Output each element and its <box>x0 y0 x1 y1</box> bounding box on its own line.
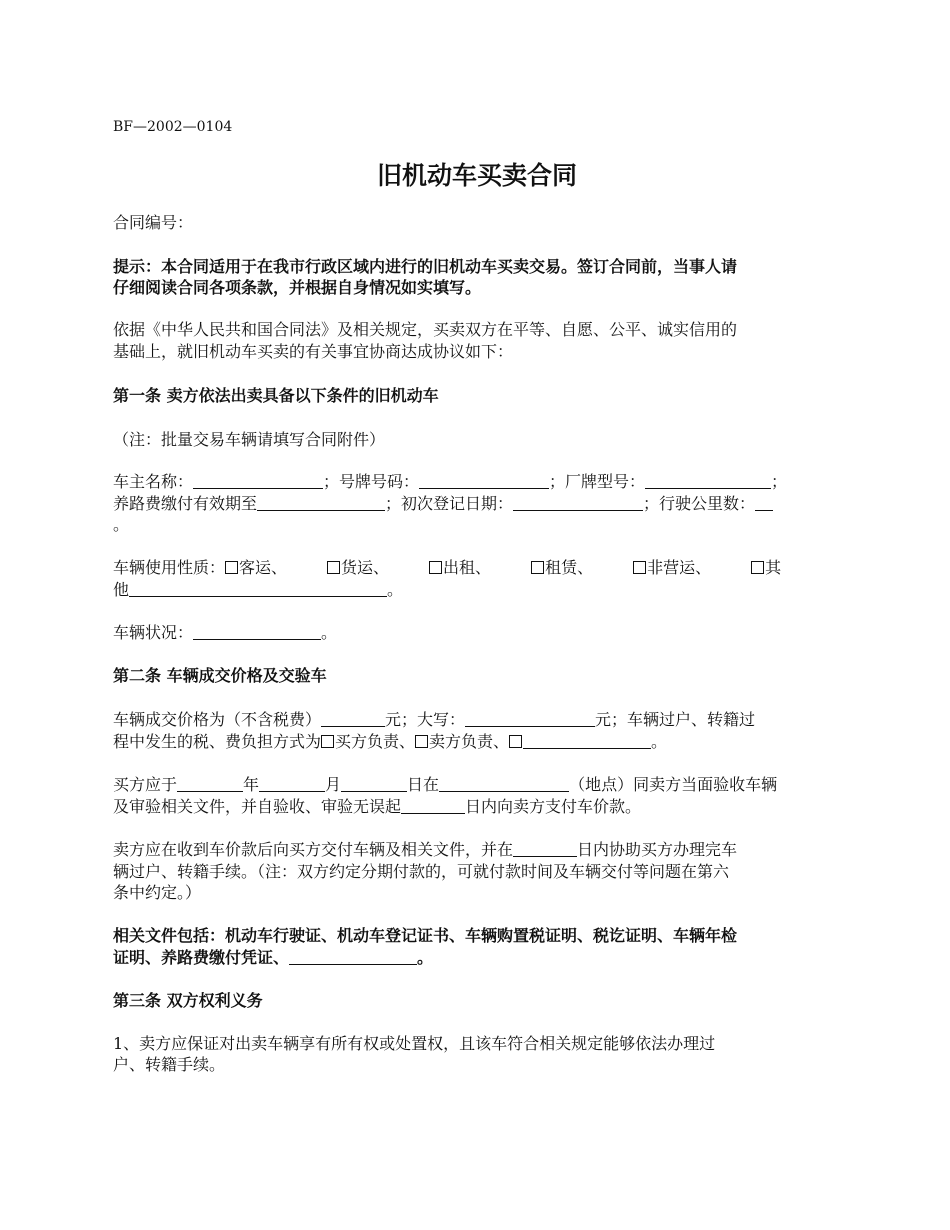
inspection-line-1 <box>113 773 841 796</box>
doc-code: BF—2002—0104 <box>113 119 233 135</box>
article-3-heading: 第三条 双方权利义务 <box>113 991 263 1010</box>
condition-end: 。 <box>321 623 338 642</box>
owner-name-label: 车主名称： <box>113 472 194 491</box>
seller-pays-checkbox[interactable] <box>415 735 428 748</box>
documents-other-field[interactable] <box>289 947 417 965</box>
price-transfer-text: 元；车辆过户、转籍过 <box>595 710 756 729</box>
price-line-2 <box>113 730 841 753</box>
vehicle-info-line-1 <box>113 470 841 493</box>
intro-line-1: 依据《中华人民共和国合同法》及相关规定，买卖双方在平等、自愿、公平、诚实信用的 <box>113 320 738 339</box>
line-end: ； <box>771 472 788 491</box>
model-field[interactable] <box>645 471 771 489</box>
condition-line <box>113 621 841 644</box>
registration-date-label: ；初次登记日期： <box>385 494 514 513</box>
road-fee-label: 养路费缴付有效期至 <box>113 494 258 513</box>
usage-other-checkbox[interactable] <box>751 561 764 574</box>
transfer-days-field[interactable] <box>513 839 577 857</box>
documents-line-1: 相关文件包括：机动车行驶证、机动车登记证书、车辆购置税证明、税讫证明、车辆年检 <box>113 926 738 945</box>
condition-field[interactable] <box>193 622 321 640</box>
delivery-line-2: 辆过户、转籍手续。（注：双方约定分期付款的，可就付款时间及车辆交付等问题在第六 <box>113 862 730 881</box>
plate-number-field[interactable] <box>419 471 549 489</box>
place-text: （地点）同卖方当面验收车辆 <box>569 775 778 794</box>
model-label: ；厂牌型号： <box>549 472 646 491</box>
article-1-note: （注：批量交易车辆请填写合同附件） <box>113 430 386 449</box>
mileage-label: ；行驶公里数： <box>643 494 756 513</box>
notice-line-1: 提示：本合同适用于在我市行政区域内进行的旧机动车买卖交易。签订合同前，当事人请 <box>113 257 738 276</box>
condition-label: 车辆状况： <box>113 623 194 642</box>
usage-passenger-checkbox[interactable] <box>225 561 238 574</box>
place-field[interactable] <box>439 774 569 792</box>
vehicle-info-line-2 <box>113 492 841 515</box>
payment-text: 日内向卖方支付车价款。 <box>465 797 642 816</box>
usage-lease-checkbox[interactable] <box>531 561 544 574</box>
documents-line-2 <box>113 946 841 969</box>
day-label: 日在 <box>407 775 440 794</box>
price-line-1 <box>113 708 841 731</box>
price-label: 车辆成交价格为（不含税费） <box>113 710 322 729</box>
usage-option-label: 租赁、 <box>545 558 594 577</box>
page-title: 旧机动车买卖合同 <box>376 161 577 190</box>
usage-option-label: 客运、 <box>239 558 288 577</box>
usage-other-label: 他 <box>113 580 130 599</box>
item-1-line-2: 户、转籍手续。 <box>113 1055 226 1074</box>
delivery-line-3: 条中约定。） <box>113 883 202 902</box>
intro-line-2: 基础上，就旧机动车买卖的有关事宜协商达成协议如下： <box>113 342 514 361</box>
usage-line-1 <box>113 556 841 579</box>
owner-name-field[interactable] <box>193 471 323 489</box>
month-field[interactable] <box>259 774 325 792</box>
usage-freight-checkbox[interactable] <box>327 561 340 574</box>
year-field[interactable] <box>177 774 243 792</box>
payment-days-field[interactable] <box>401 796 465 814</box>
price-yuan-label: 元；大写： <box>385 710 466 729</box>
tax-line-label: 程中发生的税、费负担方式为 <box>113 732 322 751</box>
seller-pays-label: 卖方负责、 <box>429 732 510 751</box>
documents-text: 证明、养路费缴付凭证、 <box>113 948 290 967</box>
mileage-field[interactable] <box>755 493 773 511</box>
other-pays-checkbox[interactable] <box>509 735 522 748</box>
article-2-heading: 第二条 车辆成交价格及交验车 <box>113 666 327 685</box>
registration-date-field[interactable] <box>513 493 643 511</box>
month-label: 月 <box>325 775 342 794</box>
delivery-line-1 <box>113 838 841 861</box>
buyer-should-label: 买方应于 <box>113 775 178 794</box>
buyer-pays-checkbox[interactable] <box>321 735 334 748</box>
usage-nonoperating-checkbox[interactable] <box>633 561 646 574</box>
article-1-heading: 第一条 卖方依法出卖具备以下条件的旧机动车 <box>113 386 439 405</box>
price-field[interactable] <box>321 709 385 727</box>
item-1-line-1: 1、卖方应保证对出卖车辆享有所有权或处置权，且该车符合相关规定能够依法办理过 <box>113 1034 716 1053</box>
vehicle-info-period: 。 <box>113 515 130 534</box>
usage-end: 。 <box>387 580 404 599</box>
usage-label: 车辆使用性质： <box>113 558 226 577</box>
inspect-label: 及审验相关文件，并自验收、审验无误起 <box>113 797 402 816</box>
usage-option-label: 其 <box>765 558 782 577</box>
notice-line-2: 仔细阅读合同各项条款，并根据自身情况如实填写。 <box>113 278 482 297</box>
usage-option-label: 非营运、 <box>647 558 712 577</box>
contract-number-label: 合同编号： <box>113 213 194 232</box>
buyer-pays-label: 买方负责、 <box>335 732 416 751</box>
delivery-text-a: 卖方应在收到车价款后向买方交付车辆及相关文件，并在 <box>113 840 514 859</box>
usage-taxi-checkbox[interactable] <box>429 561 442 574</box>
day-field[interactable] <box>341 774 407 792</box>
usage-option-label: 货运、 <box>341 558 390 577</box>
year-label: 年 <box>243 775 260 794</box>
delivery-text-b: 日内协助买方办理完车 <box>577 840 738 859</box>
road-fee-field[interactable] <box>257 493 385 511</box>
documents-end: 。 <box>417 948 434 967</box>
price-uppercase-field[interactable] <box>465 709 595 727</box>
plate-number-label: ；号牌号码： <box>323 472 420 491</box>
usage-option-label: 出租、 <box>443 558 492 577</box>
other-pays-field[interactable] <box>523 731 651 749</box>
usage-other-field[interactable] <box>129 579 387 597</box>
tax-end: 。 <box>651 732 668 751</box>
inspection-line-2 <box>113 795 841 818</box>
usage-line-2 <box>113 578 841 601</box>
